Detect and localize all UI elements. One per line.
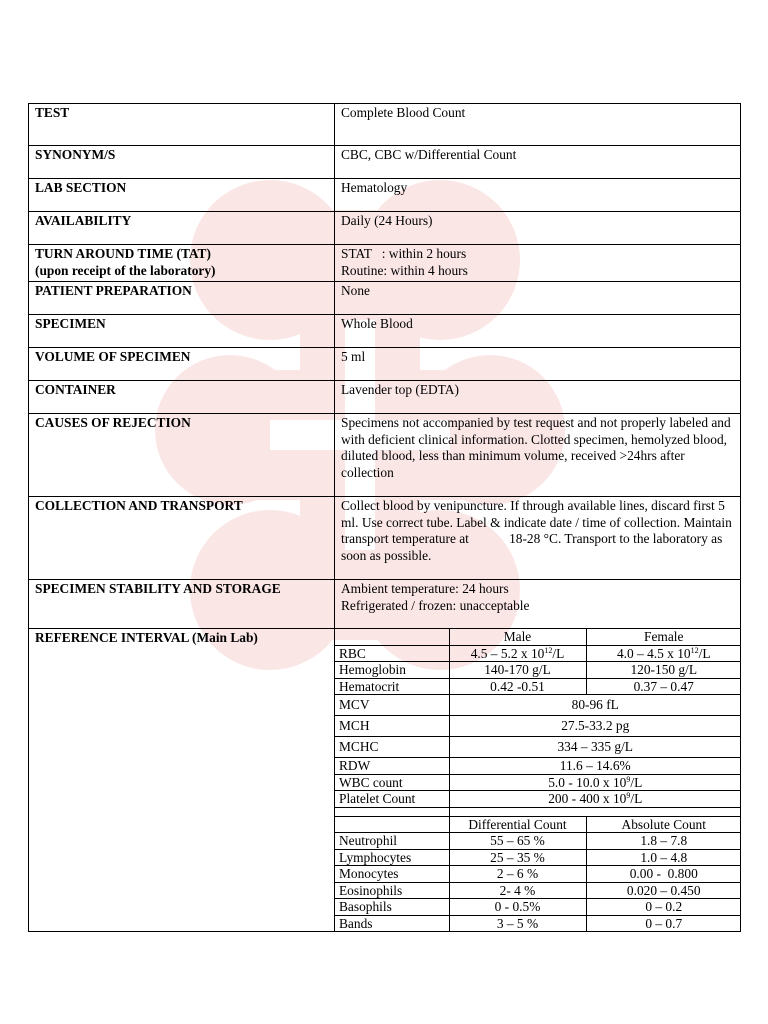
- absolute-value: 1.8 – 7.8: [586, 833, 741, 850]
- differential-value: 25 – 35 %: [449, 849, 586, 866]
- tat-label-line1: TURN AROUND TIME (TAT): [35, 246, 211, 261]
- row-value: Daily (24 Hours): [335, 212, 741, 245]
- absolute-header: Absolute Count: [586, 816, 741, 833]
- analyte-name: Eosinophils: [335, 882, 449, 899]
- stability-ambient: Ambient temperature: 24 hours: [341, 581, 509, 596]
- analyte-name: Platelet Count: [335, 791, 449, 808]
- analyte-name: MCH: [335, 716, 449, 737]
- bands-row: [335, 915, 741, 931]
- analyte-name: Lymphocytes: [335, 849, 449, 866]
- differential-value: 2- 4 %: [449, 882, 586, 899]
- blank-header-cell: [335, 629, 449, 645]
- common-value: 5.0 - 10.0 x $10^9/L$: [449, 774, 741, 791]
- analyte-name: Hemoglobin: [335, 662, 449, 679]
- analyte-name: Bands: [335, 915, 449, 931]
- tat-stat: STAT : within 2 hours: [341, 246, 467, 261]
- tat-label-line2: (upon receipt of the laboratory): [35, 262, 216, 278]
- differential-value: 3 – 5 %: [449, 915, 586, 931]
- mchc-row: [335, 737, 741, 758]
- cbc-info-table: [28, 103, 741, 932]
- absolute-value: 1.0 – 4.8: [586, 849, 741, 866]
- differential-value: 55 – 65 %: [449, 833, 586, 850]
- analyte-name: MCHC: [335, 737, 449, 758]
- common-value: 11.6 – 14.6%: [449, 758, 741, 775]
- row-value: Collect blood by venipuncture. If through available lines, discard first 5 ml. Use correct tube. Label & indicate date / time of collection. Maintain transport temperature at 18-28 °C. Transport to the laboratory as soon as possible.: [335, 497, 741, 580]
- analyte-name: Hematocrit: [335, 678, 449, 695]
- analyte-name: Monocytes: [335, 866, 449, 883]
- row-label: SPECIMEN: [29, 315, 335, 348]
- absolute-value: 0.00 - 0.800: [586, 866, 741, 883]
- row-value: Hematology: [335, 179, 741, 212]
- differential-value: 0 - 0.5%: [449, 899, 586, 916]
- common-value: 27.5-33.2 pg: [449, 716, 741, 737]
- common-value: 200 - 400 x $10^9/L$: [449, 791, 741, 808]
- analyte-name: WBC count: [335, 774, 449, 791]
- common-value: 334 – 335 g/L: [449, 737, 741, 758]
- reference-interval-table: [335, 629, 741, 931]
- row-value: [335, 245, 741, 282]
- spacer-row: [335, 807, 741, 816]
- analyte-name: Basophils: [335, 899, 449, 916]
- lymphocytes-row: [335, 849, 741, 866]
- row-label: SYNONYM/S: [29, 146, 335, 179]
- mch-row: [335, 716, 741, 737]
- row-value: [335, 580, 741, 629]
- monocytes-row: [335, 866, 741, 883]
- analyte-name: RBC: [335, 645, 449, 662]
- row-collection-transport: [29, 497, 741, 580]
- row-specimen: [29, 315, 741, 348]
- absolute-value: 0 – 0.7: [586, 915, 741, 931]
- blank-header-cell: [335, 816, 449, 833]
- reference-interval-cell: [335, 629, 741, 932]
- row-label: [29, 245, 335, 282]
- row-stability-storage: [29, 580, 741, 629]
- platelet-row: [335, 791, 741, 808]
- row-patient-preparation: [29, 282, 741, 315]
- eosinophils-row: [335, 882, 741, 899]
- row-reference-interval: [29, 629, 741, 932]
- row-container: [29, 381, 741, 414]
- row-label: LAB SECTION: [29, 179, 335, 212]
- row-volume: [29, 348, 741, 381]
- row-availability: [29, 212, 741, 245]
- row-label: VOLUME OF SPECIMEN: [29, 348, 335, 381]
- diff-header-row: [335, 816, 741, 833]
- row-label: CONTAINER: [29, 381, 335, 414]
- common-value: 80-96 fL: [449, 695, 741, 716]
- basophils-row: [335, 899, 741, 916]
- female-value: 4.0 – 4.5 x $10^{12}/L$: [586, 645, 741, 662]
- female-value: 0.37 – 0.47: [586, 678, 741, 695]
- row-tat: [29, 245, 741, 282]
- hematocrit-row: [335, 678, 741, 695]
- male-value: 0.42 -0.51: [449, 678, 586, 695]
- absolute-value: 0 – 0.2: [586, 899, 741, 916]
- row-causes-of-rejection: [29, 414, 741, 497]
- row-value: Specimens not accompanied by test request and not properly labeled and with deficient clinical information. Clotted specimen, hemolyzed blood, diluted blood, less than minimum volume, received >24hrs after collection: [335, 414, 741, 497]
- stability-refrigerated: Refrigerated / frozen: unacceptable: [341, 597, 530, 613]
- female-value: 120-150 g/L: [586, 662, 741, 679]
- row-label: CAUSES OF REJECTION: [29, 414, 335, 497]
- sex-header-row: [335, 629, 741, 645]
- analyte-name: Neutrophil: [335, 833, 449, 850]
- row-synonyms: [29, 146, 741, 179]
- analyte-name: MCV: [335, 695, 449, 716]
- row-value: 5 ml: [335, 348, 741, 381]
- differential-value: 2 – 6 %: [449, 866, 586, 883]
- row-lab-section: [29, 179, 741, 212]
- hemoglobin-row: [335, 662, 741, 679]
- row-label: COLLECTION AND TRANSPORT: [29, 497, 335, 580]
- row-value: Complete Blood Count: [335, 104, 741, 146]
- wbc-row: [335, 774, 741, 791]
- rdw-row: [335, 758, 741, 775]
- absolute-value: 0.020 – 0.450: [586, 882, 741, 899]
- row-label: AVAILABILITY: [29, 212, 335, 245]
- mcv-row: [335, 695, 741, 716]
- male-header: Male: [449, 629, 586, 645]
- differential-header: Differential Count: [449, 816, 586, 833]
- male-value: 140-170 g/L: [449, 662, 586, 679]
- row-value: None: [335, 282, 741, 315]
- row-label: REFERENCE INTERVAL (Main Lab): [29, 629, 335, 932]
- analyte-name: RDW: [335, 758, 449, 775]
- rbc-row: [335, 645, 741, 662]
- row-label: TEST: [29, 104, 335, 146]
- neutrophil-row: [335, 833, 741, 850]
- row-value: Lavender top (EDTA): [335, 381, 741, 414]
- male-value: 4.5 – 5.2 x $10^{12}/L$: [449, 645, 586, 662]
- row-test: [29, 104, 741, 146]
- row-value: CBC, CBC w/Differential Count: [335, 146, 741, 179]
- row-value: Whole Blood: [335, 315, 741, 348]
- tat-routine: Routine: within 4 hours: [341, 262, 468, 278]
- female-header: Female: [586, 629, 741, 645]
- row-label: SPECIMEN STABILITY AND STORAGE: [29, 580, 335, 629]
- row-label: PATIENT PREPARATION: [29, 282, 335, 315]
